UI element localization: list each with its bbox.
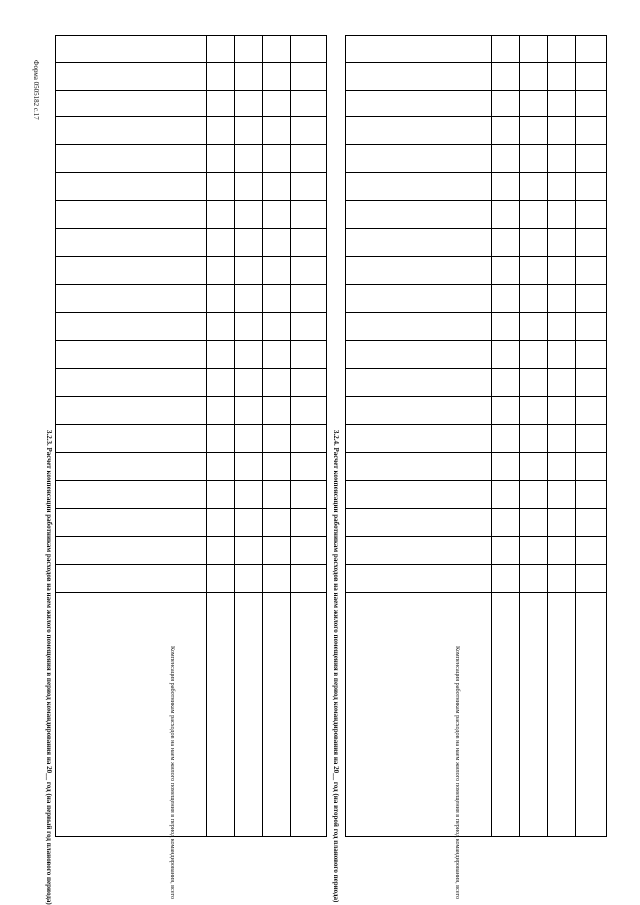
- document-sheet: [45, 35, 605, 905]
- row-label: Компенсация работникам расходов на наем жилого помещения в период командирования, всего: [454, 646, 461, 900]
- section-1-caption: 3.2.3. Расчет компенсации работникам расходов на наем жилого помещения в период командирования на 20__ год (на первый год планового периода): [45, 430, 53, 905]
- table-2: [345, 35, 607, 900]
- section-2-caption: 3.2.4. Расчет компенсации работникам расходов на наем жилого помещения в период командирования на 20__ год (на второй год планового периода): [332, 430, 340, 903]
- form-id: Форма 0505182 с.17: [32, 60, 40, 120]
- row-label: Компенсация работникам расходов на наем жилого помещения в период командирования, всего: [169, 646, 176, 900]
- table-1: [55, 35, 327, 900]
